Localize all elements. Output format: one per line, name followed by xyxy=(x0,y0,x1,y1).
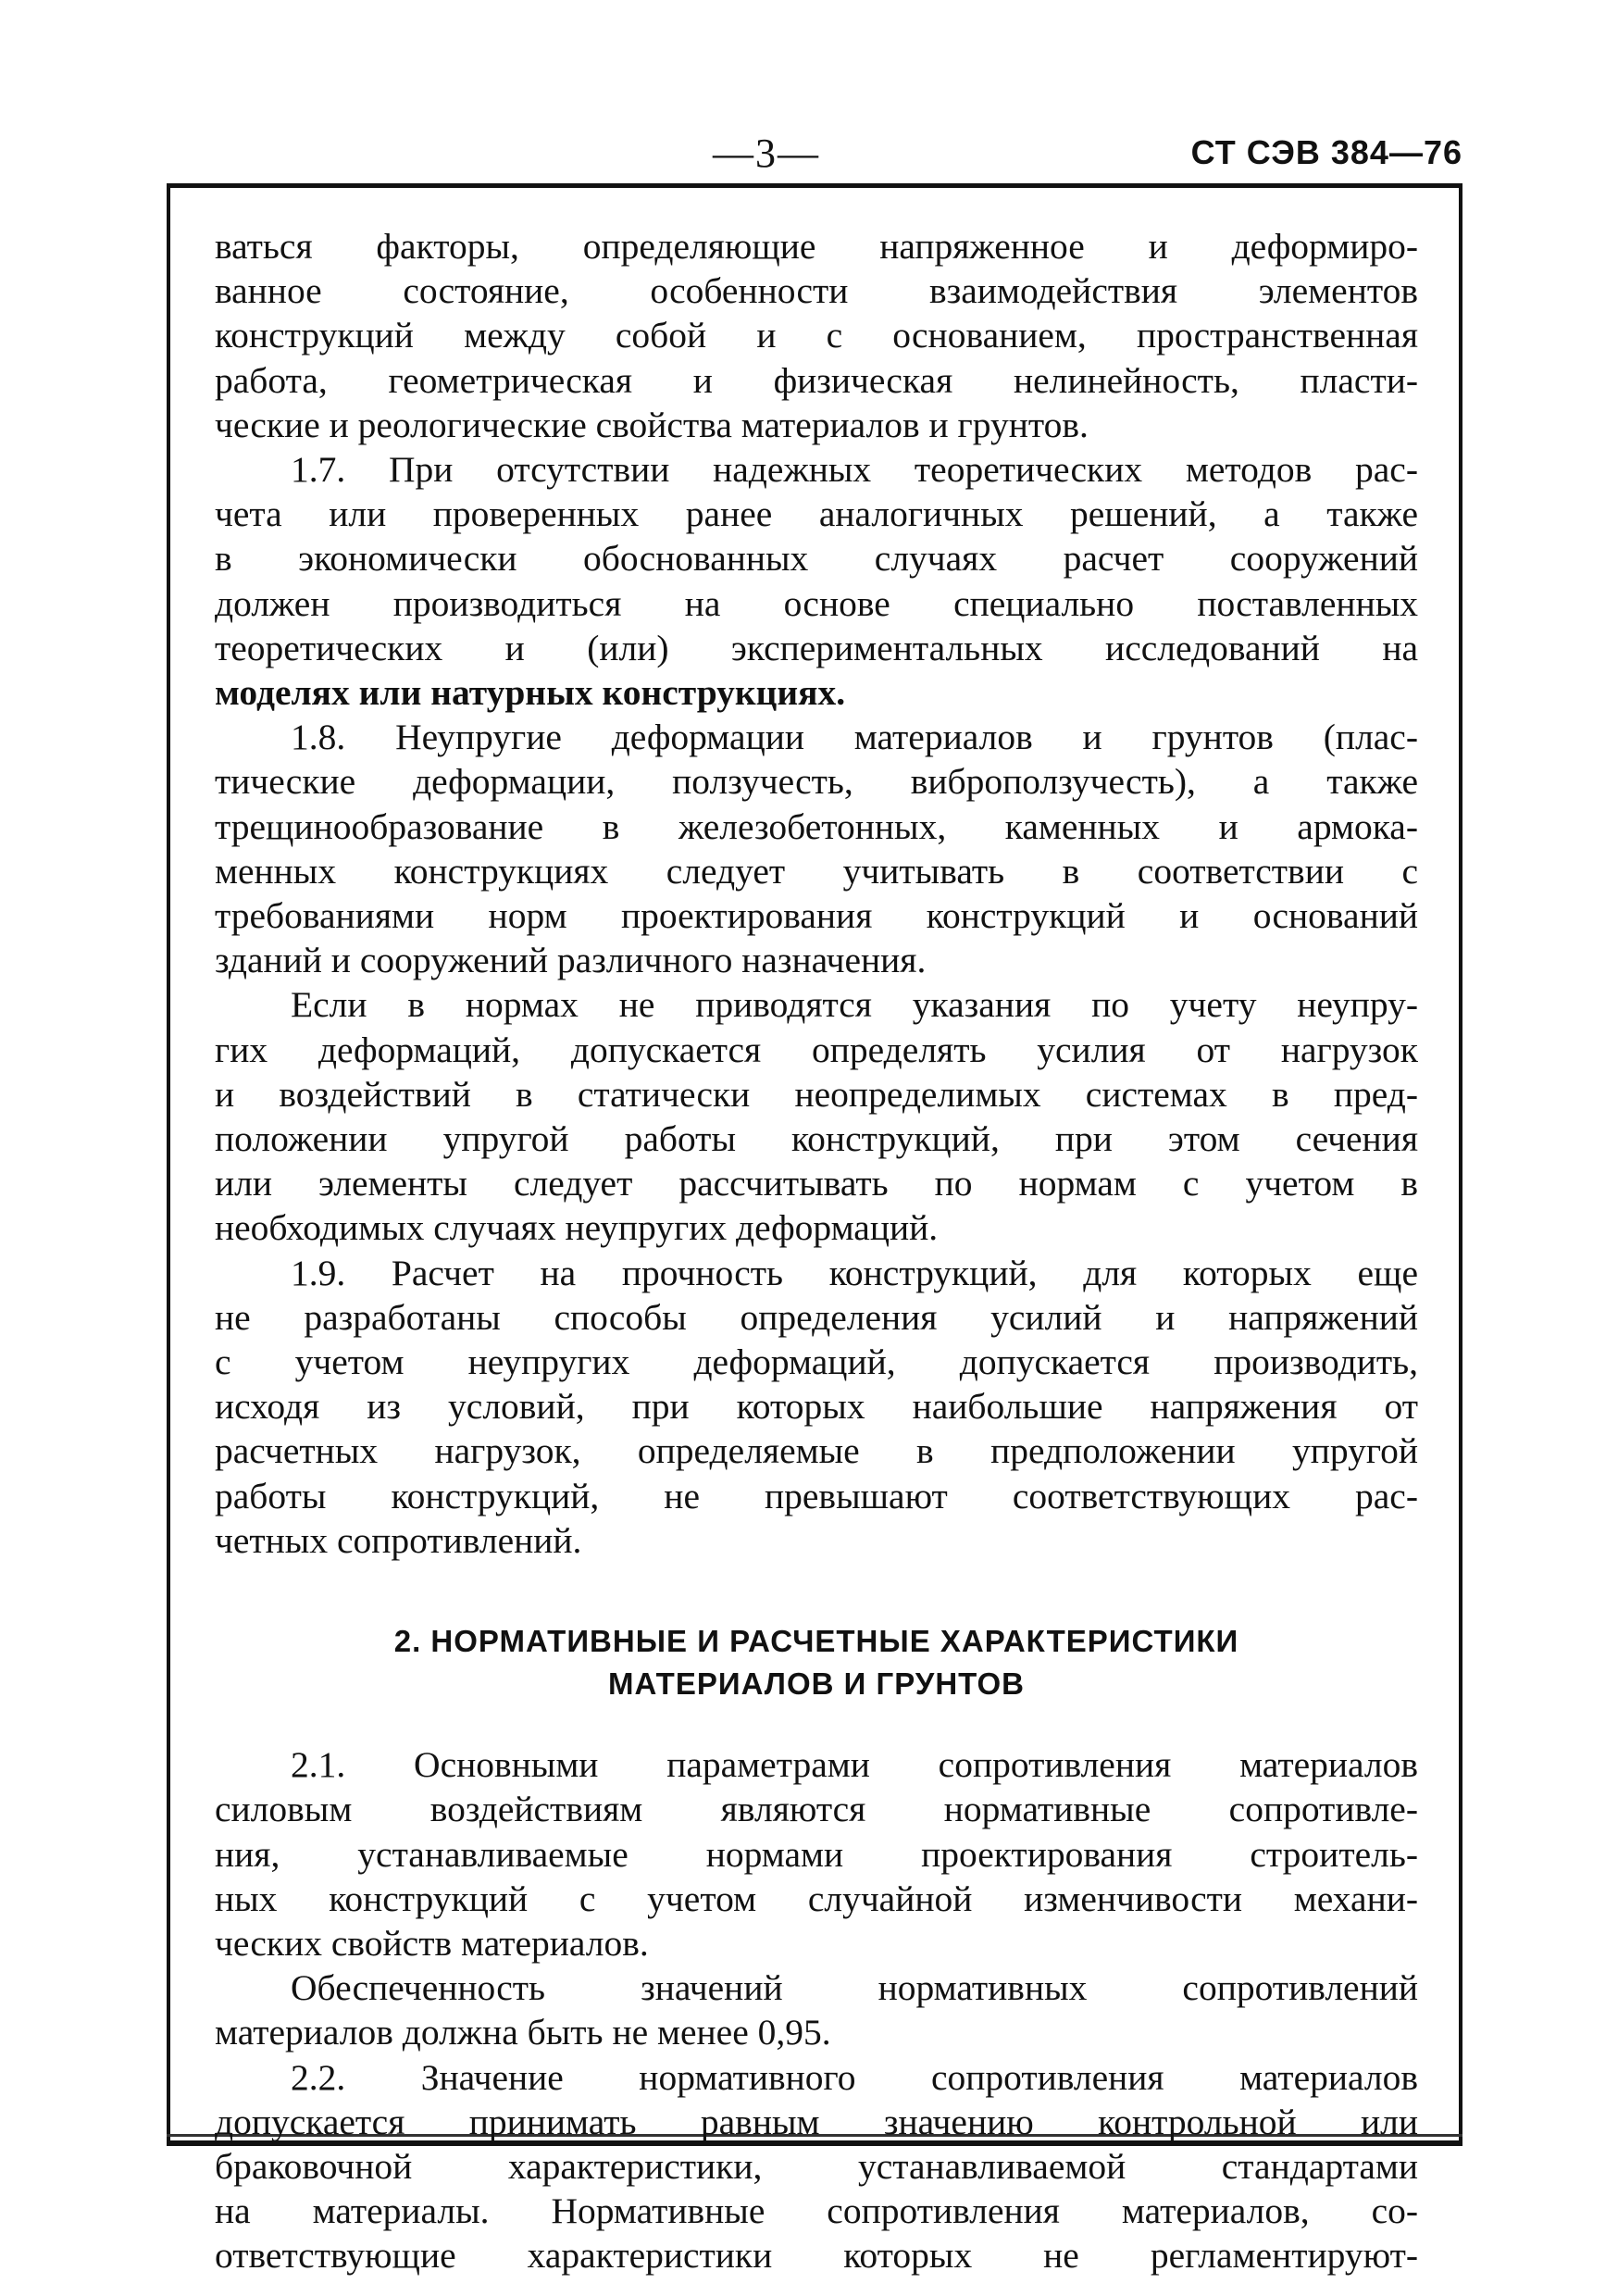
text-line: чета или проверенных ранее аналогичных решений, а также xyxy=(215,493,1418,535)
text-line: расчетных нагрузок, определяемые в предположении упругой xyxy=(215,1430,1418,1472)
text-line: 1.8. Неупругие деформации материалов и грунтов (плас- xyxy=(291,717,1418,758)
paragraph-1-8 xyxy=(215,715,1418,982)
text-line: ванное состояние, особенности взаимодействия элементов xyxy=(215,270,1418,312)
text-line: тические деформации, ползучесть, виброползучесть), а также xyxy=(215,761,1418,803)
text-line: ответствующие характеристики которых не регламентируют- xyxy=(215,2235,1418,2277)
paragraph-1-7 xyxy=(215,447,1418,715)
text-line: на материалы. Нормативные сопротивления материалов, со- xyxy=(215,2190,1418,2232)
text-line: необходимых случаях неупругих деформаций. xyxy=(215,1207,939,1249)
text-line: в экономически обоснованных случаях расчет сооружений xyxy=(215,538,1418,580)
text-line: 2.2. Значение нормативного сопротивления материалов xyxy=(291,2056,1418,2098)
text-line: ческие и реологические свойства материалов и грунтов. xyxy=(215,404,1089,445)
text-line: работа, геометрическая и физическая нелинейность, пласти- xyxy=(215,359,1418,401)
text-line: четных сопротивлений. xyxy=(215,1519,582,1561)
text-line: 2.1. Основными параметрами сопротивления материалов xyxy=(291,1744,1418,1786)
paragraph-2-1-continued xyxy=(215,1965,1418,2054)
text-line: теоретических и (или) экспериментальных исследований на xyxy=(215,627,1418,668)
paragraph-1-9 xyxy=(215,1251,1418,1563)
document-body xyxy=(215,224,1418,2278)
text-line: ных конструкций с учетом случайной изменчивости механи- xyxy=(215,1878,1418,1919)
text-line: менных конструкциях следует учитывать в соответствии с xyxy=(215,850,1418,892)
text-line: гих деформаций, допускается определять усилия от нагрузок xyxy=(215,1029,1418,1070)
text-line: требованиями норм проектирования конструкций и оснований xyxy=(215,895,1418,937)
text-line: должен производиться на основе специально поставленных xyxy=(215,582,1418,624)
text-line: с учетом неупругих деформаций, допускается производить, xyxy=(215,1341,1418,1383)
paragraph-2-1 xyxy=(215,1742,1418,1965)
section-title-line: 2. НОРМАТИВНЫЕ И РАСЧЕТНЫЕ ХАРАКТЕРИСТИКИ xyxy=(393,1624,1239,1659)
text-line: ческих свойств материалов. xyxy=(215,1922,649,1964)
page-header xyxy=(167,130,1462,185)
text-line: исходя из условий, при которых наибольшие напряжения от xyxy=(215,1386,1418,1428)
page-number: —3— xyxy=(713,131,820,176)
text-line: ваться факторы, определяющие напряженное и деформиро- xyxy=(215,226,1418,267)
text-line: 1.9. Расчет на прочность конструкций, для которых еще xyxy=(291,1252,1418,1293)
text-line: трещинообразование в железобетонных, каменных и армока- xyxy=(215,805,1418,847)
text-line: положении упругой работы конструкций, при этом сечения xyxy=(215,1118,1418,1160)
text-line: браковочной характеристики, устанавливаемой стандартами xyxy=(215,2145,1418,2187)
text-line: допускается принимать равным значению контрольной или xyxy=(215,2101,1418,2142)
text-line: работы конструкций, не превышают соответствующих рас- xyxy=(215,1475,1418,1516)
text-line: материалов должна быть не менее 0,95. xyxy=(215,2012,831,2053)
text-line: или элементы следует рассчитывать по нормам с учетом в xyxy=(215,1163,1418,1204)
text-line: 1.7. При отсутствии надежных теоретических методов рас- xyxy=(291,449,1418,491)
text-line: моделях или натурных конструкциях. xyxy=(215,672,846,714)
section-title-line: МАТЕРИАЛОВ И ГРУНТОВ xyxy=(608,1666,1025,1702)
text-line: конструкций между собой и с основанием, пространственная xyxy=(215,315,1418,356)
paragraph-continuation xyxy=(215,224,1418,447)
text-line: и воздействий в статически неопределимых системах в пред- xyxy=(215,1073,1418,1115)
text-line: ния, устанавливаемые нормами проектирования строитель- xyxy=(215,1833,1418,1875)
document-code: СТ СЭВ 384—76 xyxy=(1190,133,1462,171)
text-line: зданий и сооружений различного назначения. xyxy=(215,940,927,981)
paragraph-1-8-continued xyxy=(215,982,1418,1250)
paragraph-2-2 xyxy=(215,2055,1418,2278)
section-2-heading xyxy=(215,1620,1418,1705)
text-line: не разработаны способы определения усилий и напряжений xyxy=(215,1296,1418,1338)
text-line: силовым воздействиям являются нормативные сопротивле- xyxy=(215,1789,1418,1830)
text-line: Если в нормах не приводятся указания по учету неупру- xyxy=(291,984,1418,1026)
text-line: Обеспеченность значений нормативных сопротивлений xyxy=(291,1967,1418,2009)
